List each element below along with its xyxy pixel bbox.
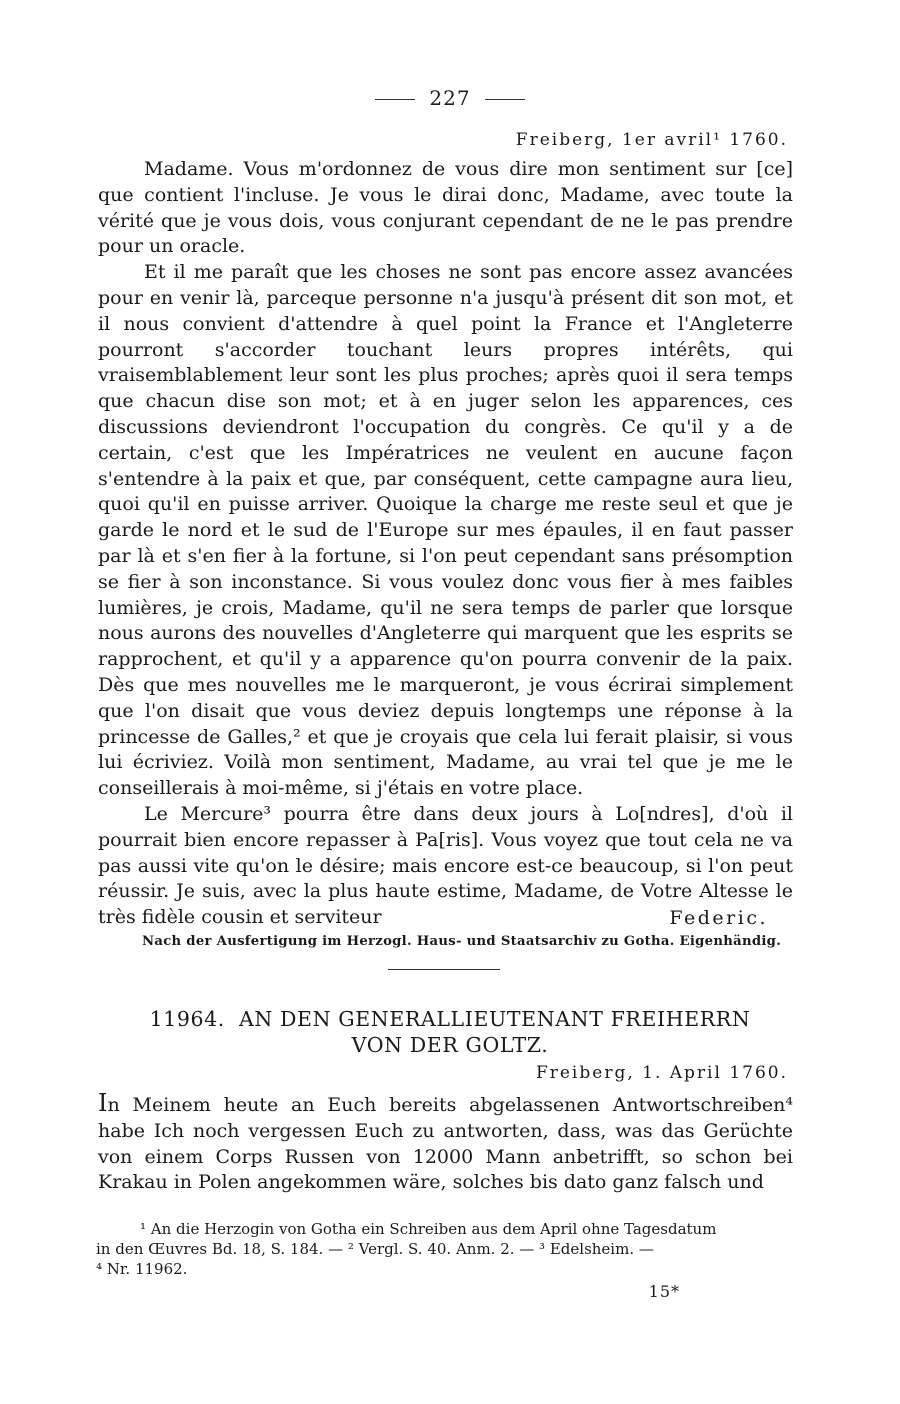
- signature: Federic.: [669, 907, 768, 929]
- letter2-paragraph-text: n Meinem heute an Euch bereits abgelassenen Antwortschreiben⁴ habe Ich noch vergessen Euch zu antworten, dass, was das Gerüchte von einem Corps Russen von 12000 Mann anbetrifft, so schon bei Krakau in Polen angekommen wäre, solches bis dato ganz falsch und: [98, 1094, 793, 1194]
- letter1-paragraph-3: Le Mercure³ pourra être dans deux jours à Lo[ndres], d'où il pourrait bien encore repasser à Pa[ris]. Vous voyez que tout cela ne va pas aussi vite qu'on le désire; mais encore est-ce beaucoup, si l'on peut réussir. Je suis, avec la plus haute estime, Madame, de Votre Altesse le très fidèle cousin et serviteur: [98, 802, 793, 929]
- letter1-body: [98, 157, 793, 931]
- source-note: Nach der Ausfertigung im Herzogl. Haus- und Staatsarchiv zu Gotha. Eigenhändig.: [142, 934, 782, 949]
- letter2-number: 11964.: [149, 1007, 225, 1031]
- letter2-heading-title: AN DEN GENERALLIEUTENANT FREIHERRN: [238, 1007, 751, 1031]
- footnote-line-3: ⁴ Nr. 11962.: [96, 1260, 188, 1278]
- footnote-line-2: in den Œuvres Bd. 18, S. 184. — ² Vergl. S. 40. Anm. 2. — ³ Edelsheim. —: [96, 1240, 654, 1258]
- page-number: 227: [429, 86, 471, 110]
- letter1-dateline: Freiberg, 1er avril¹ 1760.: [515, 130, 788, 150]
- separator-rule: [388, 969, 500, 970]
- dash-right: [485, 99, 525, 100]
- letter2-heading-line2: VON DER GOLTZ.: [351, 1033, 549, 1057]
- footnotes: [96, 1219, 796, 1279]
- running-head: [0, 86, 900, 110]
- letter2-heading: [0, 1006, 900, 1058]
- letter2-heading-line1: [0, 1006, 900, 1032]
- letter1-paragraph-2: Et il me paraît que les choses ne sont pas encore assez avancées pour en venir là, parceque personne n'a jusqu'à présent dit son mot, et il nous convient d'attendre à quel point la France et l'Angleterre pourront s'accorder touchant leurs propres intérêts, qui vraisemblablement leur sont les plus proches; après quoi il sera temps que chacun dise son mot; et à en juger selon les apparences, ces discussions deviendront l'occupation du congrès. Ce qu'il y a de certain, c'est que les Impératrices ne veulent en aucune façon s'entendre à la paix et que, par conséquent, cette campagne aura lieu, quoi qu'il en puisse arriver. Quoique la charge me reste seul et que je garde le nord et le sud de l'Europe sur mes épaules, il en faut passer par là et s'en fier à la fortune, si l'on peut cependant sans présomption se fier à son inconstance. Si vous voulez donc vous fier à mes faibles lumières, je crois, Madame, qu'il ne sera temps de parler que lorsque nous aurons des nouvelles d'Angleterre qui marquent que les esprits se rapprochent, et qu'il y a apparence qu'on pourra convenir de la paix. Dès que mes nouvelles me le marqueront, je vous écrirai simplement que l'on disait que vous deviez depuis longtemps une réponse à la princesse de Galles,² et que je croyais que cela lui ferait plaisir, si vous lui écriviez. Voilà mon sentiment, Madame, au vrai tel que je me le conseillerais à moi-même, si j'étais en votre place.: [98, 261, 793, 800]
- footnote-line-1: ¹ An die Herzogin von Gotha ein Schreiben aus dem April ohne Tagesdatum: [140, 1220, 717, 1238]
- letter2-initial: I: [98, 1089, 108, 1117]
- dash-left: [375, 99, 415, 100]
- letter2-paragraph: [98, 1091, 793, 1196]
- letter2-body: [98, 1091, 793, 1196]
- sheet-mark: 15*: [648, 1282, 680, 1301]
- letter1-paragraph-1: Madame. Vous m'ordonnez de vous dire mon sentiment sur [ce] que contient l'incluse. Je vous le dirai donc, Madame, avec toute la vérité que je vous dois, vous conjurant cependant de ne le pas prendre pour un oracle.: [98, 158, 793, 258]
- letter2-dateline: Freiberg, 1. April 1760.: [535, 1063, 788, 1083]
